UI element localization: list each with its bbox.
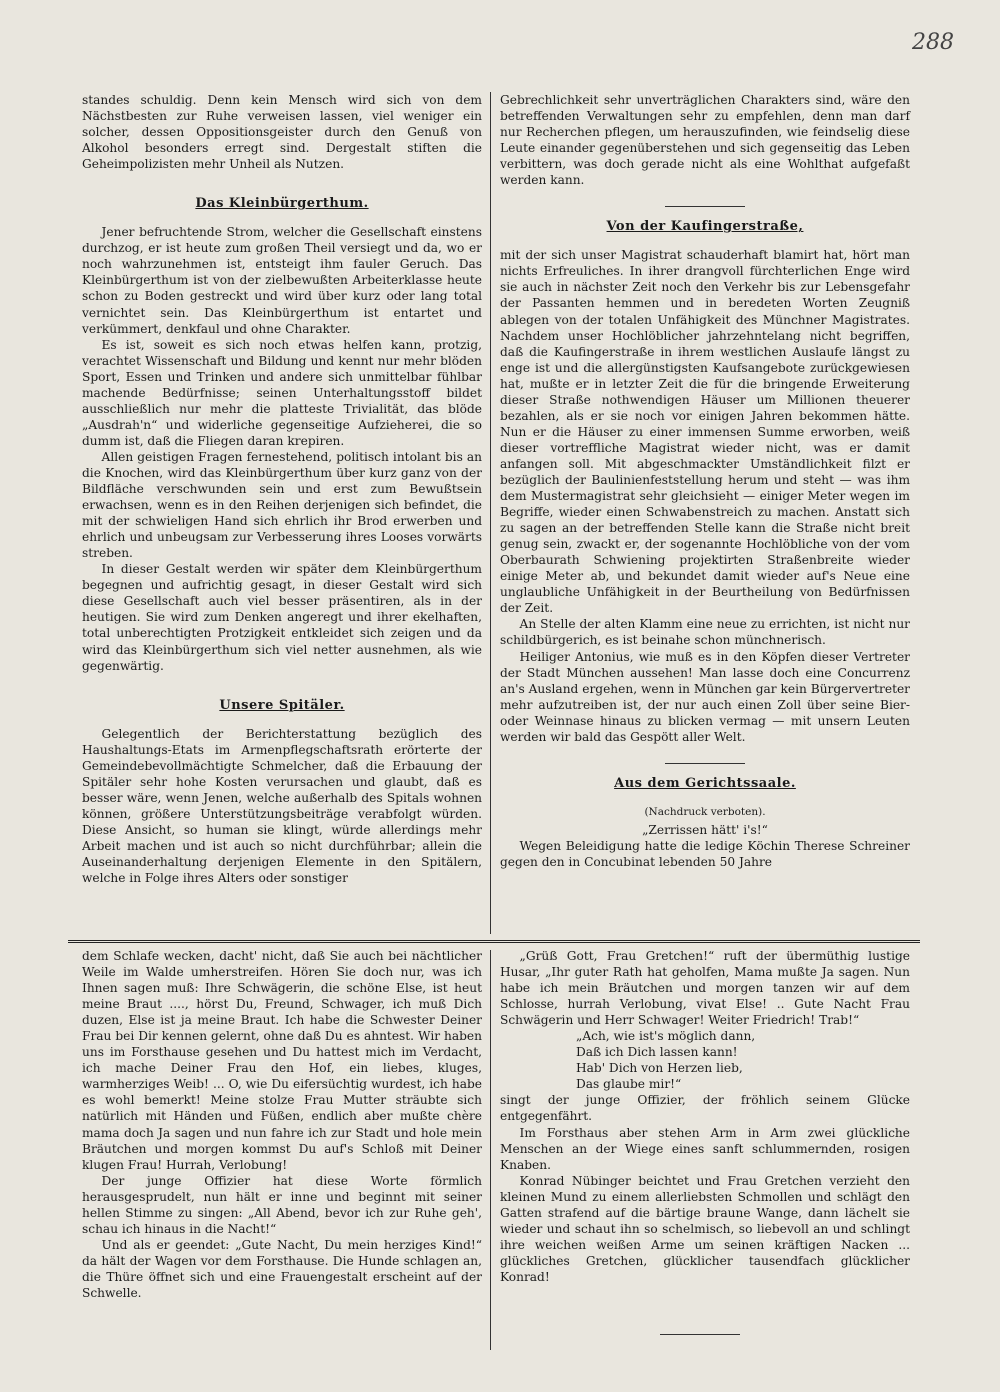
section-rule <box>665 763 745 764</box>
column-divider-top <box>490 92 491 934</box>
end-rule <box>660 1334 740 1335</box>
story-paragraph: singt der junge Offizier, der fröhlich seinem Glücke entgegenfährt. <box>500 1093 910 1124</box>
paragraph: mit der sich unser Magistrat schauderhaft blamirt hat, hört man nichts Erfreuliches. In ihrer drangvoll fürchterlichen Enge wird sie auch in nächster Zeit noch den Verkehr bis zur Lebensgefahr der Passanten hemmen und in beredeten Worten Zeugniß ablegen von der totalen Unfähigkeit des Münchner Magistrates. Nachdem unser Hochlöblicher jahrzehntelang nicht begriffen, daß die Kaufingerstraße in ihrem westlichen Auslaufe längst zu enge ist und die allergünstigsten Kaufsangebote zurückgewiesen hat, mußte er in letzter Zeit die für die bringende Erweiterung dieser Straße nothwendigen Häuser um Millionen theuerer bezahlen, als er sie noch vor einigen Jahren bekommen hätte. Nun er die Häuser zu einer immensen Summe erworben, weiß dieser vortreffliche Magistrat wieder nicht, was er damit anfangen soll. Mit abgeschmackter Umständlichkeit filzt er bezüglich der Baulinienfeststellung herum und steht — was ihm dem Mustermagistrat sehr gleichsieht — einiger Meter wegen im Begriffe, wieder einen Schwabenstreich zu machen. Anstatt sich zu sagen an der betreffenden Stelle kann die Straße nicht breit genug sein, zwackt er, der sogenannte Hochlöbliche von der vom Oberbaurath Schwiening projektirten Straßenbreite wieder einige Meter ab, und bekundet damit wieder auf's Neue eine unglaubliche Unfähigkeit in der Beurtheilung von Bedürfnissen der Zeit. <box>500 248 910 616</box>
poem-line: Daß ich Dich lassen kann! <box>576 1045 738 1060</box>
article-heading-spitaeler: Unsere Spitäler. <box>219 697 345 713</box>
bottom-right-column <box>500 948 910 1285</box>
paragraph: Allen geistigen Fragen fernestehend, politisch intolant bis an die Knochen, wird das Kleinbürgerthum über kurz ganz von der Bildfläche verschwunden sein und erst zum Bewußtsein erwachsen, wenn es in den Reihen derjenigen sich befindet, die mit der schwieligen Hand sich ehrlich ihr Brod erwerben und ehrlich und unbeugsam zur Verbesserung ihres Looses vorwärts streben. <box>82 449 482 561</box>
section-rule <box>665 206 745 207</box>
poem-line: Hab' Dich von Herzen lieb, <box>576 1061 743 1076</box>
paragraph: Gelegentlich der Berichterstattung bezüglich des Haushaltungs-Etats im Armenpflegschaftsrath erörterte der Gemeindebevollmächtigte Schmelcher, daß die Erbauung der Spitäler sehr hohe Kosten verursachen und glaubt, daß es besser wäre, wenn Jenen, welche außerhalb des Spitals wohnen können, größere Unterstützungsbeiträge verabfolgt würden. Diese Ansicht, so human sie klingt, würde allerdings mehr Arbeit machen und ist auch so nicht durchführbar; allein die Auseinanderhaltung derjenigen Elemente in den Spitälern, welche in Folge ihres Alters oder sonstiger <box>82 726 482 886</box>
story-paragraph: Konrad Nübinger beichtet und Frau Gretchen verzieht den kleinen Mund zu einem allerliebsten Schmollen und schlägt den Gatten strafend auf die bärtige braune Wange, dann lächelt sie wieder und schaut ihn so schelmisch, so liebevoll an und schlingt ihre weichen weißen Arme um seinen kräftigen Nacken ... glückliches Gretchen, glücklicher tausendfach glücklicher Konrad! <box>500 1173 910 1284</box>
paragraph: Wegen Beleidigung hatte die ledige Köchin Therese Schreiner gegen den in Concubinat lebenden 50 Jahre <box>500 838 910 869</box>
story-paragraph: „Grüß Gott, Frau Gretchen!“ ruft der übermüthig lustige Husar, „Ihr guter Rath hat geholfen, Mama mußte Ja sagen. Nun habe ich mein Bräutchen und morgen tanzen wir auf dem Schlosse, hurrah Verlobung, vivat Else! .. Gute Nacht Frau Schwägerin und Herr Schwager! Weiter Friedrich! Trab!“ <box>500 949 910 1028</box>
reprint-notice: (Nachdruck verboten). <box>644 805 766 818</box>
article-heading-gerichtssaale: Aus dem Gerichtssaale. <box>614 775 796 791</box>
paragraph: In dieser Gestalt werden wir später dem Kleinbürgerthum begegnen und aufrichtig gesagt, in dieser Gestalt wird sich diese Gesellschaft auch viel besser präsentiren, als in der heutigen. Sie wird zum Denken angeregt und ihrer ekelhaften, total unberechtigten Protzigkeit entkleidet sich zeigen und da wird das Kleinbürgerthum sich viel netter ausnehmen, als wie gegenwärtig. <box>82 562 482 673</box>
article-continuation: standes schuldig. Denn kein Mensch wird sich von dem Nächstbesten zur Ruhe verweisen lassen, viel weniger ein solcher, dessen Oppositionsgeister durch den Genuß von Alkohol besonders erregt sind. Dergestalt stiften die Geheimpolizisten mehr Unheil als Nutzen. <box>82 93 482 172</box>
article-heading-kleinbuergerthum: Das Kleinbürgerthum. <box>195 196 369 212</box>
poem-line: Das glaube mir!“ <box>576 1077 682 1092</box>
article-subtitle: „Zerrissen hätt' i's!“ <box>642 822 768 837</box>
article-heading-kaufingerstrasse: Von der Kaufingerstraße, <box>606 219 804 235</box>
paragraph: Jener befruchtende Strom, welcher die Gesellschaft einstens durchzog, er ist heute zum großen Theil versiegt und da, wo er noch wahrzunehmen ist, entsteigt ihm fauler Geruch. Das Kleinbürgerthum ist von der zielbewußten Arbeiterklasse heute schon zu Boden gestreckt und wird über kurz oder lang total vernichtet sein. Das Kleinbürgerthum ist entartet und verkümmert, denkfaul und ohne Charakter. <box>82 225 482 336</box>
page-number: 288 <box>912 30 954 55</box>
paragraph: An Stelle der alten Klamm eine neue zu errichten, ist nicht nur schildbürgerich, es ist beinahe schon münchnerisch. <box>500 617 910 648</box>
story-paragraph: Und als er geendet: „Gute Nacht, Du mein herziges Kind!“ da hält der Wagen vor dem Forsthause. Die Hunde schlagen an, die Thüre öffnet sich und eine Frauengestalt erscheint auf der Schwelle. <box>82 1237 482 1300</box>
top-right-column <box>500 92 910 870</box>
feuilleton-separator <box>68 940 920 943</box>
paragraph: Es ist, soweit es sich noch etwas helfen kann, protzig, verachtet Wissenschaft und Bildung und kennt nur mehr blöden Sport, Essen und Trinken und andere sich unmittelbar fühlbar machende Bedürfnisse; seinen Unterhaltungsstoff bildet ausschließlich nur mehr die platteste Trivialität, das blöde „Ausdrah'n“ und widerliche gegenseitige Aufzieherei, die so dumm ist, daß die Fliegen daran krepiren. <box>82 337 482 448</box>
paragraph: Heiliger Antonius, wie muß es in den Köpfen dieser Vertreter der Stadt München aussehen! Man lasse doch eine Concurrenz an's Ausland ergehen, wenn in München gar kein Bürgervertreter mehr aufzutreiben ist, der nur auch einen Zoll über seine Bier- oder Weinnase hinaus zu blicken vermag — mit unsern Leuten werden wir bald das Gespött aller Welt. <box>500 649 910 744</box>
poem-line: „Ach, wie ist's möglich dann, <box>576 1029 756 1044</box>
story-paragraph: Im Forsthaus aber stehen Arm in Arm zwei glückliche Menschen an der Wiege eines sanft schlummernden, rosigen Knaben. <box>500 1125 910 1172</box>
column-divider-bottom <box>490 950 491 1350</box>
article-continuation: Gebrechlichkeit sehr unverträglichen Charakters sind, wäre den betreffenden Verwaltungen sehr zu empfehlen, denn man darf nur Recherchen pflegen, um herauszufinden, wie feindselig diese Leute einander gegenüberstehen und sich gegenseitig das Leben verbittern, was doch gerade nicht als eine Wohlthat aufgefaßt werden kann. <box>500 93 910 188</box>
top-left-column <box>82 92 482 886</box>
story-paragraph: dem Schlafe wecken, dacht' nicht, daß Sie auch bei nächtlicher Weile im Walde umherstreifen. Hören Sie doch nur, was ich Ihnen sagen muß: Ihre Schwägerin, die schöne Else, ist heut meine Braut ...., hörst Du, Freund, Schwager, ich muß Dich duzen, Else ist ja meine Braut. Ich habe die Schwester Deiner Frau bei Dir kennen gelernt, ohne daß Du es ahntest. Wir haben uns im Forsthause gesehen und Du hattest mich im Verdacht, ich mache Deiner Frau den Hof, ein liebes, kluges, warmherziges Weib! ... O, wie Du eifersüchtig wurdest, ich habe es wohl bemerkt! Meine stolze Frau Mutter sträubte sich natürlich mit Händen und Füßen, endlich aber mußte chère mama doch Ja sagen und nun fahre ich zur Stadt und hole mein Bräutchen und morgen kommst Du auf's Schloß mit Deiner klugen Frau! Hurrah, Verlobung! <box>82 949 482 1172</box>
story-paragraph: Der junge Offizier hat diese Worte förmlich herausgesprudelt, nun hält er inne und beginnt mit seiner hellen Stimme zu singen: „All Abend, bevor ich zur Ruhe geh', schau ich hinaus in die Nacht!“ <box>82 1173 482 1236</box>
bottom-left-column <box>82 948 482 1301</box>
